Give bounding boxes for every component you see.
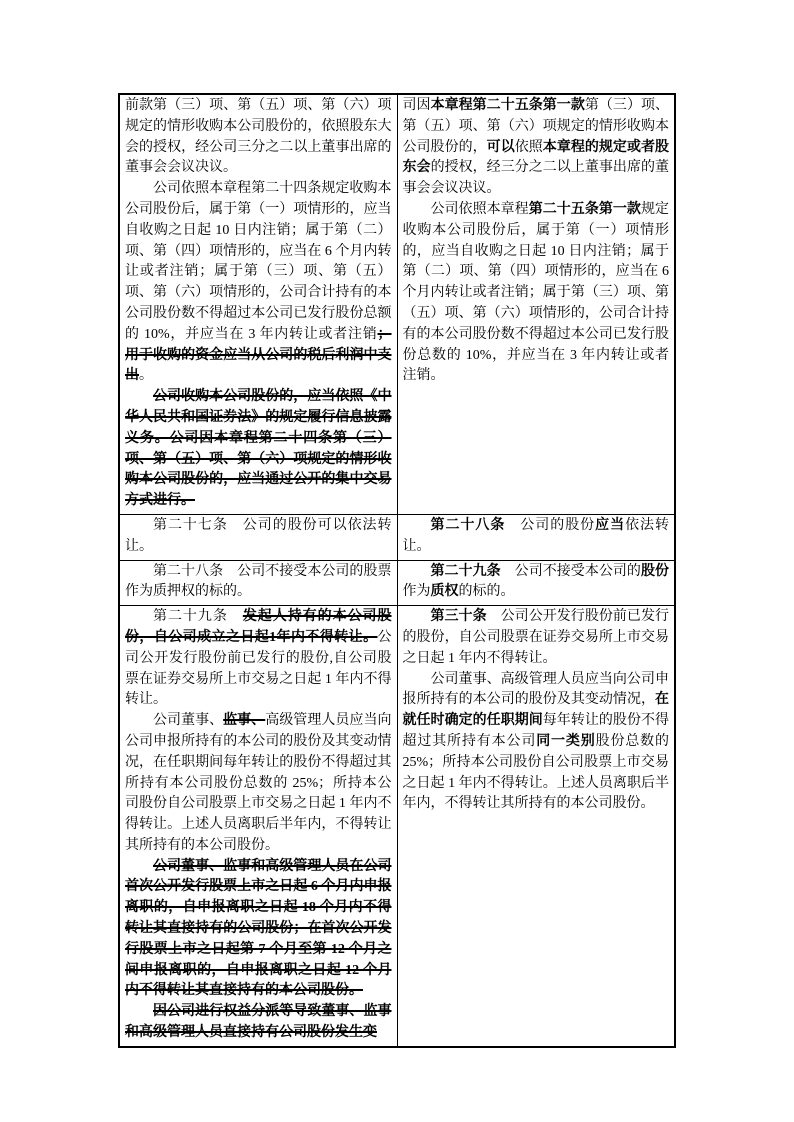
left-column-cell xyxy=(120,606,397,1046)
emphasis-text: 质权 xyxy=(430,584,459,600)
paragraph xyxy=(403,200,670,387)
deleted-text: 发起人持有的本公司股份，自公司成立之日起1年内不得转让。 xyxy=(125,609,392,645)
text-run: 第二十九条 xyxy=(153,609,243,625)
paragraph xyxy=(403,562,670,604)
paragraph xyxy=(125,96,392,179)
emphasis-text: 本章程的规定或者股东会 xyxy=(402,139,670,176)
text-run: 每年转让的股份不得超过其所持有本公司 xyxy=(402,713,670,749)
text-run: 股份总数的 25%；所持本公司股份自公司股票上市交易之日起 1 年内不得转让。上述人员离职后半年内，不得转让其所持有的本公司股份。 xyxy=(402,733,670,812)
paragraph xyxy=(125,607,392,711)
paragraph xyxy=(125,516,392,558)
left-column-cell xyxy=(120,95,397,514)
comparison-table xyxy=(118,93,676,1048)
text-run: 依照 xyxy=(514,139,543,155)
deleted-text: 监事、 xyxy=(223,713,266,729)
emphasis-text: 本章程第二十五条第一款 xyxy=(430,98,585,113)
deleted-text: 公司董事、监事和高级管理人员在公司首次公开发行股票上市之日起 6 个月内申报离职的，自申报离职之日起 18 个月内不得转让其直接持有的公司股份；在首次公开发行股票上市之日起第 7 个月至第 12 个月之间申报离职的，自申报离职之日起 12 个月内不得转让其直接持有的本公司股份。 xyxy=(125,858,392,999)
paragraph xyxy=(125,387,392,512)
text-run: 依法转让。 xyxy=(402,517,670,554)
text-run: 公司的股份 xyxy=(505,517,596,533)
table-row-1 xyxy=(120,95,674,514)
text-run: 。 xyxy=(139,368,153,384)
paragraph xyxy=(125,711,392,857)
text-run: 作为 xyxy=(402,584,431,600)
text-run: 高级管理人员应当向公司申报所持有的本公司的股份及其变动情况，在任职期间每年转让的股份不得超过其所持有本公司股份总数的 25%；所持本公司股份自公司股票上市交易之日起 1 年内不得转让。上述人员离职后半年内，不得转让其所持有的本公司股份。 xyxy=(125,713,392,853)
right-column-cell xyxy=(397,561,675,606)
right-column-cell xyxy=(397,515,675,560)
deleted-text: ；用于收购的资金应当从公司的税后利润中支出 xyxy=(125,326,392,384)
emphasis-text: 可以 xyxy=(486,139,515,155)
deleted-text: 公司收购本公司股份的，应当依照《中华人民共和国证券法》的规定履行信息披露义务。公司因本章程第二十四条第（三）项、第（五）项、第（六）项规定的情形收购本公司股份的，应当通过公开的集中交易方式进行。 xyxy=(125,389,392,509)
left-column-cell xyxy=(120,561,397,606)
emphasis-text: 在就任时确定的任职期间 xyxy=(402,692,669,729)
emphasis-text: 第三十条 xyxy=(430,609,487,625)
paragraph xyxy=(125,1002,392,1044)
text-run: 前款第（三）项、第（五）项、第（六）项规定的情形收购本公司股份的，依照股东大会的授权，经公司三分之二以上董事出席的董事会会议决议。 xyxy=(125,98,392,176)
emphasis-text: 应当 xyxy=(595,517,626,533)
text-run: 公司不接受本公司的 xyxy=(500,563,641,579)
text-run: 公司董事、高级管理人员应当向公司申报所持有的本公司的股份及其变动情况， xyxy=(402,671,669,708)
text-run: 第二十八条 公司不接受本公司的股票作为质押权的标的。 xyxy=(125,563,392,600)
text-run: 公司依照本章程 xyxy=(430,201,529,217)
emphasis-text: 股份 xyxy=(640,563,669,579)
paragraph xyxy=(403,96,670,200)
paragraph xyxy=(125,857,392,1003)
table-row-4 xyxy=(120,605,674,1046)
text-run: 公司公开发行股份前已发行的股份,自公司股票在证券交易所上市交易之日起 1 年内不得转让。 xyxy=(125,629,392,708)
right-column-cell xyxy=(397,95,675,514)
text-run: 的授权，经三分之二以上董事出席的董事会会议决议。 xyxy=(402,160,670,197)
emphasis-text: 第二十九条 xyxy=(430,563,501,579)
right-column-cell xyxy=(397,606,675,1046)
text-run: 规定收购本公司股份后，属于第（一）项情形的，应当自收购之日起 10 日内注销；属于第（二）项、第（四）项情形的，应当在 6 个月内转让或者注销；属于第（三）项、第（五）项、第（六）项情形的，公司合计持有的本公司股份数不得超过本公司已发行股份总数的 10%，并应当在 3 年内转让或者注销。 xyxy=(402,201,669,384)
emphasis-text: 第二十八条 xyxy=(430,517,506,533)
emphasis-text: 同一类别 xyxy=(536,733,596,749)
text-run: 公司公开发行股份前已发行的股份，自公司股票在证券交易所上市交易之日起 1 年内不得转让。 xyxy=(402,609,669,666)
text-run: 公司董事、 xyxy=(153,713,224,729)
left-column-cell xyxy=(120,515,397,560)
table-row-2 xyxy=(120,514,674,560)
emphasis-text: 第二十五条第一款 xyxy=(528,201,641,217)
paragraph xyxy=(403,516,670,558)
paragraph xyxy=(403,607,670,669)
paragraph xyxy=(125,562,392,604)
paragraph xyxy=(403,670,670,816)
table-row-3 xyxy=(120,560,674,606)
text-run: 第二十七条 公司的股份可以依法转让。 xyxy=(125,517,392,554)
text-run: 的标的。 xyxy=(458,584,515,600)
deleted-text: 因公司进行权益分派等导致董事、监事和高级管理人员直接持有公司股份发生变 xyxy=(125,1004,392,1041)
text-run: 第（三）项、第（五）项、第（六）项规定的情形收购本公司股份的， xyxy=(402,98,670,155)
paragraph xyxy=(125,179,392,387)
text-run: 公司依照本章程第二十四条规定收购本公司股份后，属于第（一）项情形的，应当自收购之日起 10 日内注销；属于第（二）项、第（四）项情形的，应当在 6 个月内转让或者注销；属于第（三）项、第（五）项、第（六）项情形的，公司合计持有的本公司股份数不得超过本公司已发行股份总额的 10%，并应当在 3 年内转让或者注销 xyxy=(125,181,392,342)
text-run: 司因 xyxy=(402,98,431,113)
